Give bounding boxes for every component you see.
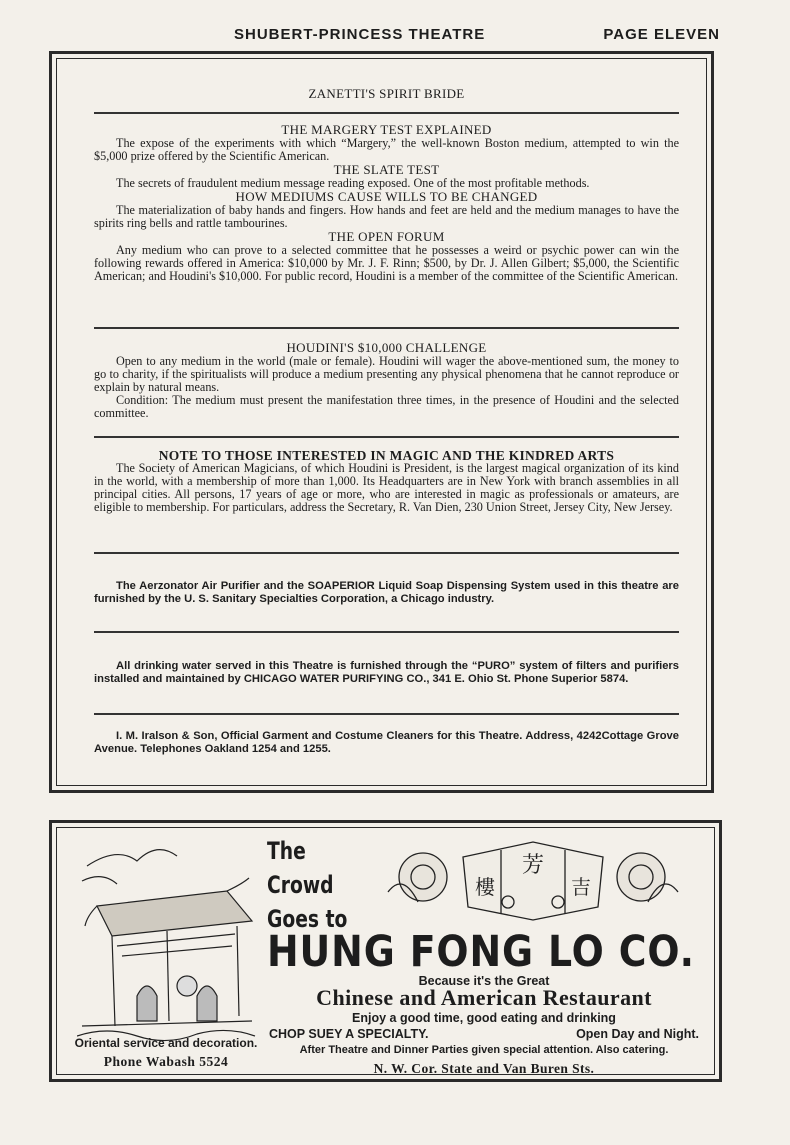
divider (94, 327, 679, 329)
magic-text: The Society of American Magicians, of which Houdini is President, is the largest magical organization of its kind in the world, with a membership of more than 1,000. Its Headquarters are in New York with branch assemblies in all principal cities. All persons, 17 years of age or more, who are interested in magic as professionals or amateurs, are eligible to membership. For particulars, address the Secretary, R. Van Dien, 230 Union Street, Jersey City, New Jersey. (94, 461, 679, 514)
page-number: PAGE ELEVEN (603, 26, 720, 43)
pagoda-illustration (77, 836, 257, 1051)
lion-emblem (383, 832, 683, 924)
crowd-line-2: Crowd (267, 871, 334, 899)
wills-text: The materialization of baby hands and fingers. How hands and feet are held and the medium manages to have the spirits ring bells and rattle tambourines. (94, 203, 679, 230)
after-theatre-line: After Theatre and Dinner Parties given special attention. Also catering. (299, 1044, 669, 1056)
crowd-lines (267, 834, 347, 936)
slate-text: The secrets of fraudulent medium message reading exposed. One of the most profitable methods. (116, 176, 590, 190)
divider (94, 552, 679, 554)
cleaners-notice (94, 730, 679, 756)
divider (94, 713, 679, 715)
restaurant-line: Chinese and American Restaurant (316, 985, 652, 1010)
divider (94, 436, 679, 438)
cleaners-text: I. M. Iralson & Son, Official Garment and Costume Cleaners for this Theatre. Address, 4242Cottage Grove Avenue. Telephones Oakland 1254 and 1255. (94, 730, 679, 755)
magic-heading: NOTE TO THOSE INTERESTED IN MAGIC AND THE KINDRED ARTS (158, 448, 615, 463)
company-name: HUNG FONG LO CO. (267, 927, 695, 977)
challenge-condition: Condition: The medium must present the manifestation three times, in the presence of Houdini and the selected committee. (94, 393, 679, 420)
program-frame (49, 51, 714, 793)
margery-heading: THE MARGERY TEST EXPLAINED (281, 122, 492, 137)
divider (94, 112, 679, 114)
address-line: N. W. Cor. State and Van Buren Sts. (373, 1061, 595, 1076)
forum-text: Any medium who can prove to a selected committee that he possesses a weird or psychic power can win the following rewards offered in America: $10,000 by Mr. J. F. Rinn; $500, by Dr. J. Allen Gilbert; $5,000, the Scientific American; and Houdini's $10,000. For public record, Houdini is a member of the committee of the Scientific American. (94, 243, 679, 283)
open-hours-line: Open Day and Night. (576, 1027, 699, 1041)
restaurant-advertisement (49, 820, 722, 1082)
show-title-block (94, 87, 679, 101)
purifier-text: The Aerzonator Air Purifier and the SOAPERIOR Liquid Soap Dispensing System used in this theatre are furnished by the U. S. Sanitary Specialties Corporation, a Chicago industry. (94, 580, 679, 605)
theatre-name: SHUBERT-PRINCESS THEATRE (234, 26, 486, 43)
wills-heading: HOW MEDIUMS CAUSE WILLS TO BE CHANGED (235, 189, 538, 204)
running-head (234, 26, 718, 43)
crowd-line-1: The (267, 837, 306, 865)
water-text: All drinking water served in this Theatre is furnished through the “PURO” system of filters and purifiers installed and maintained by CHICAGO WATER PURIFYING CO., 341 E. Ohio St. Phone Superior 5874. (94, 660, 679, 685)
crowd-line-3: Goes to (267, 905, 348, 933)
phone-caption: Phone Wabash 5524 (103, 1054, 229, 1069)
oriental-caption: Oriental service and decoration. (74, 1036, 258, 1050)
challenge-section (94, 341, 679, 420)
emblem-char-3: 吉 (571, 875, 591, 899)
water-notice (94, 660, 679, 686)
chop-suey-line: CHOP SUEY A SPECIALTY. (269, 1027, 429, 1041)
magic-section (94, 449, 679, 514)
forum-heading: THE OPEN FORUM (328, 229, 445, 244)
show-title: ZANETTI'S SPIRIT BRIDE (308, 86, 465, 101)
emblem-char-2: 樓 (475, 875, 495, 899)
margery-section (94, 123, 679, 283)
because-line: Because it's the Great (418, 974, 550, 988)
purifier-notice (94, 580, 679, 606)
enjoy-line: Enjoy a good time, good eating and drinking (352, 1011, 616, 1025)
challenge-text: Open to any medium in the world (male or female). Houdini will wager the above-mentioned sum, the money to go to charity, if the spiritualists will produce a medium presenting any physical phenomena that he cannot reproduce or explain by natural means. (94, 354, 679, 394)
slate-heading: THE SLATE TEST (333, 162, 440, 177)
margery-text: The expose of the experiments with which “Margery,” the well-known Boston medium, attempted to win the $5,000 prize offered by the Scientific American. (94, 136, 679, 163)
divider (94, 631, 679, 633)
emblem-char-1: 芳 (521, 853, 545, 878)
challenge-heading: HOUDINI'S $10,000 CHALLENGE (286, 340, 487, 355)
